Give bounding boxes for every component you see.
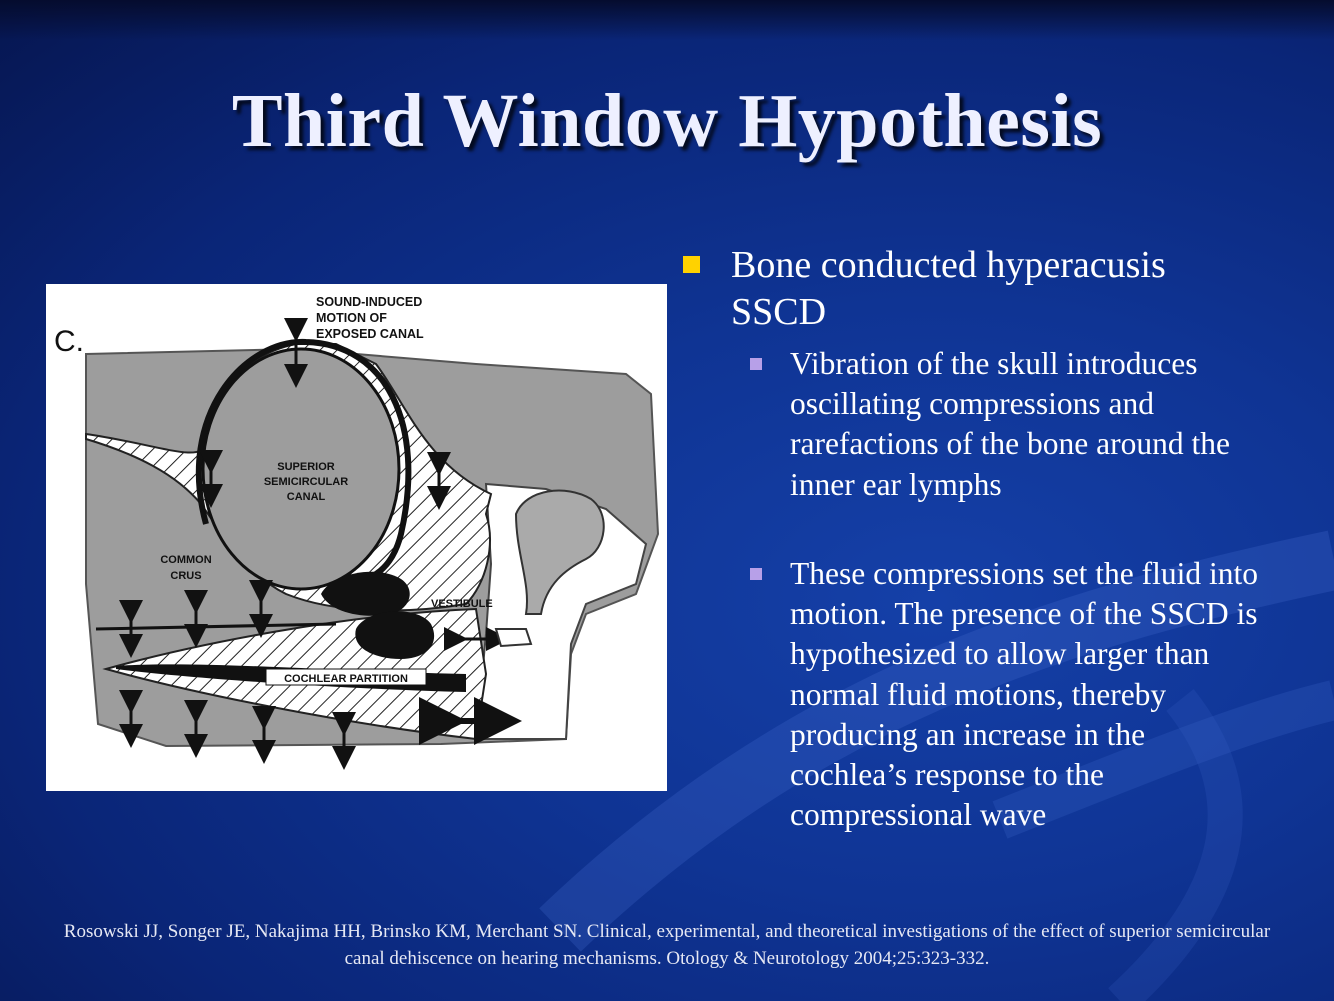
- label-exposed-canal: EXPOSED CANAL: [316, 327, 424, 341]
- label-common: COMMON: [160, 554, 212, 566]
- panel-label: C.: [54, 325, 84, 358]
- bullet-main-text: Bone conducted hyperacusis SSCD: [731, 244, 1166, 333]
- label-semicircular: SEMICIRCULAR: [263, 476, 349, 488]
- label-cochlear-partition: COCHLEAR PARTITION: [284, 673, 408, 685]
- sub-bullet-1-text: Vibration of the skull introduces oscillating compressions and rarefactions of the bone around the inner ear lymphs: [790, 346, 1230, 502]
- slide-title: Third Window Hypothesis: [231, 79, 1103, 163]
- label-superior: SUPERIOR: [277, 461, 335, 473]
- label-sound-induced: SOUND-INDUCED: [316, 295, 423, 309]
- label-canal: CANAL: [286, 491, 326, 503]
- square-bullet-icon: [750, 358, 762, 370]
- label-vestibule: VESTIBULE: [431, 598, 493, 610]
- square-bullet-icon: [683, 256, 700, 273]
- sub-bullet-2-text: These compressions set the fluid into motion. The presence of the SSCD is hypothesized to allow larger than normal fluid motions, thereby producing an increase in the cochlea’s response to the compressional wave: [790, 556, 1259, 833]
- square-bullet-icon: [750, 568, 762, 580]
- label-crus: CRUS: [170, 570, 202, 582]
- citation: Rosowski JJ, Songer JE, Nakajima HH, Brinsko KM, Merchant SN. Clinical, experimental, and theoretical investigations of the effect of superior semicircular canal dehiscence on hearing mechanisms. Otology & Neurotology 2004;25:323-332.: [63, 921, 1271, 969]
- top-shade: [0, 0, 1334, 40]
- label-motion-of: MOTION OF: [316, 311, 387, 325]
- ear-diagram-figure: [46, 284, 667, 791]
